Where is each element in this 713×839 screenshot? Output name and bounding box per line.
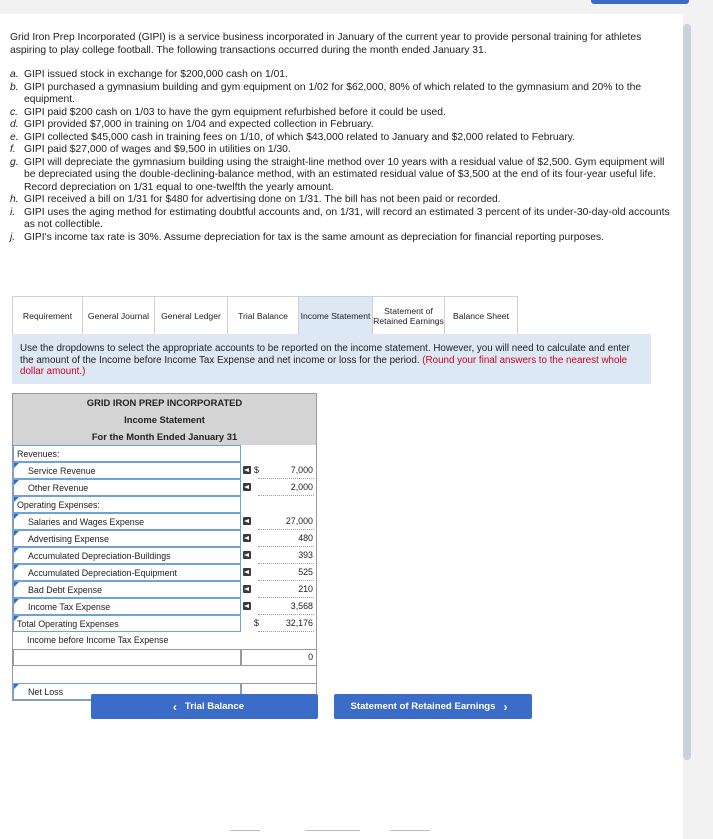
amount-value: 480 <box>258 530 314 547</box>
chevron-right-icon: › <box>503 699 508 714</box>
dropdown-marker-icon <box>14 531 19 536</box>
total-row <box>13 615 316 632</box>
income-before-tax-label-row <box>13 632 316 649</box>
chevron-left-icon: ‹ <box>172 699 177 714</box>
income-before-tax-row <box>13 649 316 666</box>
table-row <box>13 598 316 615</box>
tab-bar <box>12 296 518 334</box>
table-row <box>13 547 316 564</box>
account-dropdown[interactable]: Accumulated Depreciation-Equipment <box>13 564 241 581</box>
instructions-text: Use the dropdowns to select the appropriate accounts to be reported on the income statement. However, you will need to calculate and enter the amount of the Income before Income Tax Expense and net income or loss for the period. <box>20 343 630 366</box>
next-retained-earnings-button[interactable]: Statement of Retained Earnings › <box>334 694 532 719</box>
list-item: i. GIPI uses the aging method for estimating doubtful accounts and, on 1/31, will record an estimated 3 percent of its under-30-day-old accounts as not collectible. <box>10 206 670 230</box>
dropdown-marker-icon <box>14 599 19 604</box>
statement-period: For the Month Ended January 31 <box>13 428 316 445</box>
bottom-divider <box>230 830 260 834</box>
tab-trial-balance[interactable]: Trial Balance <box>228 296 299 334</box>
company-name: GRID IRON PREP INCORPORATED <box>13 394 316 411</box>
income-before-tax-label: Income before Income Tax Expense <box>27 635 169 645</box>
dropdown-marker-icon <box>14 463 19 468</box>
section-header-row <box>13 496 316 513</box>
rounding-note: (Round your final answers to the nearest whole dollar amount.) <box>20 354 628 377</box>
tab-income-statement[interactable]: Income Statement <box>299 296 373 334</box>
account-dropdown[interactable]: Accumulated Depreciation-Buildings <box>13 547 241 564</box>
account-dropdown[interactable]: Service Revenue <box>13 462 241 479</box>
amount-value: 2,000 <box>258 479 314 496</box>
table-row <box>13 513 316 530</box>
total-expenses-label[interactable]: Total Operating Expenses <box>13 615 241 632</box>
account-dropdown[interactable]: Advertising Expense <box>13 530 241 547</box>
dropdown-marker-icon <box>14 582 19 587</box>
amount-value: 210 <box>258 581 314 598</box>
currency-sign: $ <box>254 465 259 475</box>
prev-trial-balance-button[interactable]: ‹ Trial Balance <box>91 694 318 719</box>
dropdown-marker-icon <box>14 514 19 519</box>
transaction-list <box>10 69 676 244</box>
account-dropdown[interactable]: Other Revenue <box>13 479 241 496</box>
amount-value: 525 <box>258 564 314 581</box>
table-row <box>13 581 316 598</box>
back-arrow-icon[interactable] <box>243 466 251 474</box>
blank-cell <box>13 666 241 683</box>
list-item: b. GIPI purchased a gymnasium building and gym equipment on 1/02 for $62,000, 80% of which related to the gymnasium and 20% to the equipment. <box>10 81 642 105</box>
blank-account-field[interactable] <box>13 649 241 666</box>
section-header-row <box>13 445 316 462</box>
amount-value: 393 <box>258 547 314 564</box>
dropdown-marker-icon <box>14 480 19 485</box>
table-row <box>13 479 316 496</box>
list-item: g. GIPI will depreciate the gymnasium building using the straight-line method over 10 years with a residual value of $2,500. Gym equipment will be depreciated using the double-declining-balance method, with an estimated residual value of $3,500 at the end of its four-year useful life. Record depreciation on 1/31 equal to one-twelfth the yearly amount. <box>10 156 665 193</box>
top-action-button[interactable] <box>591 0 689 4</box>
table-row <box>13 462 316 479</box>
list-item: e. GIPI collected $45,000 cash in training fees on 1/10, of which $43,000 related to January and $2,000 related to February. <box>10 131 576 143</box>
list-item: j. GIPI's income tax rate is 30%. Assume depreciation for tax is the same amount as depreciation for financial reporting purposes. <box>10 231 605 243</box>
income-statement-table <box>12 393 317 701</box>
bottom-divider <box>305 830 360 834</box>
tab-requirement[interactable]: Requirement <box>12 296 83 334</box>
bottom-divider <box>390 830 430 834</box>
back-arrow-icon[interactable] <box>243 483 251 491</box>
scrollbar[interactable] <box>683 24 691 760</box>
dropdown-marker-icon <box>14 565 19 570</box>
list-item: a. GIPI issued stock in exchange for $200,000 cash on 1/01. <box>10 69 288 80</box>
problem-intro: Grid Iron Prep Incorporated (GIPI) is a service business incorporated in January of the current year to provide personal training for athletes aspiring to play college football. The following transactions occurred during the month ended January 31. <box>10 32 642 56</box>
dropdown-marker-icon <box>14 616 19 621</box>
back-arrow-icon[interactable] <box>243 585 251 593</box>
back-arrow-icon[interactable] <box>243 551 251 559</box>
account-dropdown[interactable]: Bad Debt Expense <box>13 581 241 598</box>
income-before-tax-input[interactable]: 0 <box>241 649 317 666</box>
spacer-row <box>13 666 316 683</box>
list-item: f. GIPI paid $27,000 of wages and $9,500 in utilities on 1/30. <box>10 144 291 155</box>
currency-sign: $ <box>254 618 259 628</box>
net-result-dropdown[interactable]: Net Loss <box>13 683 241 700</box>
account-dropdown[interactable]: Income Tax Expense <box>13 598 241 615</box>
back-arrow-icon[interactable] <box>243 517 251 525</box>
back-arrow-icon[interactable] <box>243 602 251 610</box>
amount-value: 27,000 <box>258 513 314 530</box>
revenues-label: Revenues: <box>13 445 241 462</box>
table-row <box>13 564 316 581</box>
tab-general-journal[interactable]: General Journal <box>83 296 155 334</box>
dropdown-marker-icon <box>14 548 19 553</box>
account-dropdown[interactable]: Salaries and Wages Expense <box>13 513 241 530</box>
tab-statement-of-retained-earnings[interactable]: Statement of Retained Earnings <box>373 296 445 334</box>
tab-balance-sheet[interactable]: Balance Sheet <box>445 296 518 334</box>
list-item: d. GIPI provided $7,000 in training on 1/04 and expected collection in February. <box>10 119 374 130</box>
list-item: c. GIPI paid $200 cash on 1/03 to have the gym equipment refurbished before it could be used. <box>10 106 446 118</box>
back-arrow-icon[interactable] <box>243 568 251 576</box>
tab-general-ledger[interactable]: General Ledger <box>155 296 228 334</box>
amount-value: 32,176 <box>258 615 314 632</box>
amount-value: 7,000 <box>258 462 314 479</box>
statement-title: Income Statement <box>13 411 316 428</box>
instructions-panel <box>12 334 651 384</box>
table-row <box>13 530 316 547</box>
back-arrow-icon[interactable] <box>243 534 251 542</box>
amount-value: 3,568 <box>258 598 314 615</box>
list-item: h. GIPI received a bill on 1/31 for $480 for advertising done on 1/31. The bill has not been paid or recorded. <box>10 194 501 205</box>
dropdown-marker-icon <box>14 684 19 689</box>
operating-expenses-label[interactable]: Operating Expenses: <box>13 496 241 513</box>
dropdown-marker-icon <box>14 497 19 502</box>
